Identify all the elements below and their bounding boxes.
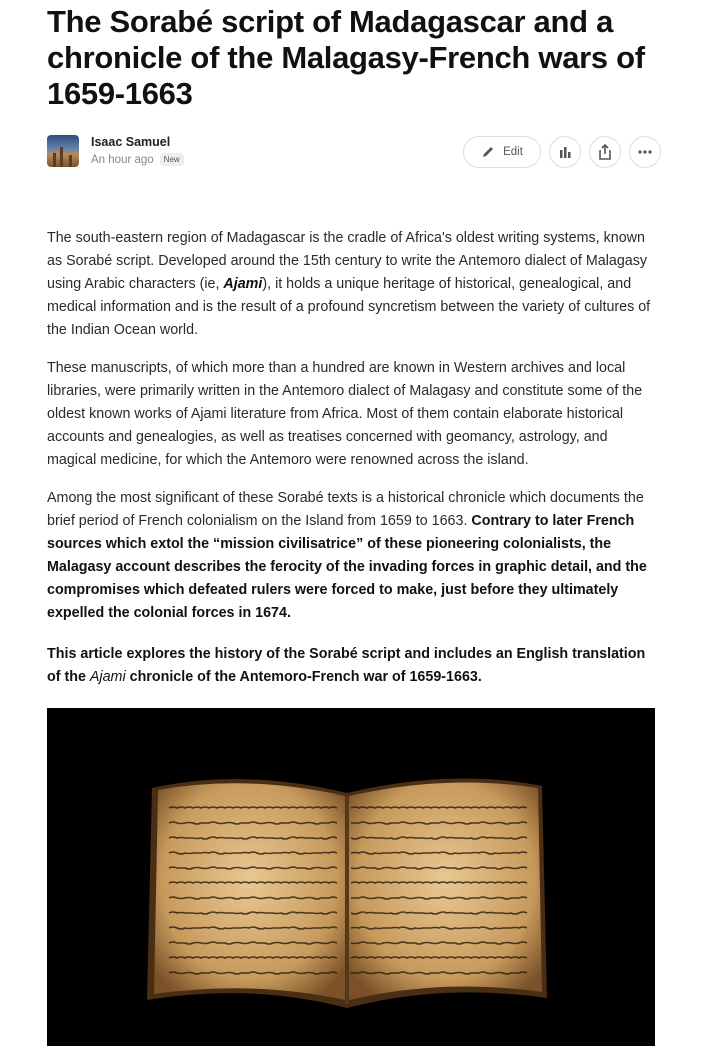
paragraph bbox=[47, 487, 659, 625]
script-line bbox=[351, 807, 527, 808]
script-line bbox=[351, 957, 527, 958]
script-line bbox=[351, 837, 527, 839]
text-segment: Contrary to later French sources which extol the “mission civilisatrice” of these pioneering colonialists, the Malagasy account describes the ferocity of the invading forces in graphic detail, and the compromises which defeated rulers were forced to make, just before they ultimately expelled the colonial forces in 1674. bbox=[47, 513, 647, 621]
paragraph bbox=[47, 227, 659, 342]
pencil-icon bbox=[481, 145, 495, 159]
paragraph bbox=[47, 643, 659, 689]
author-byline bbox=[47, 135, 184, 167]
text-segment: The south-eastern region of Madagascar is the cradle of Africa's oldest writing systems, known as Sorabé script. Developed around the 15th century to write the Antemoro dialect of Malagasy using Arabic characters (ie, bbox=[47, 230, 648, 292]
avatar[interactable] bbox=[47, 135, 79, 167]
script-line bbox=[351, 882, 527, 883]
text-segment: Among the most significant of these Sorabé texts is a historical chronicle which documents the brief period of French colonialism on the Island from 1659 to 1663. bbox=[47, 490, 644, 529]
text-segment: ), it holds a unique heritage of historical, genealogical, and medical information and is the result of a profound syncretism between the variety of cultures of the Indian Ocean world. bbox=[47, 276, 651, 338]
paragraph bbox=[47, 357, 659, 472]
more-button[interactable] bbox=[629, 136, 661, 168]
article-title: The Sorabé script of Madagascar and a chronicle of the Malagasy-French wars of 1659-1663 bbox=[47, 4, 645, 111]
script-line bbox=[351, 912, 527, 914]
stats-button[interactable] bbox=[549, 136, 581, 168]
post-time: An hour ago bbox=[91, 153, 154, 166]
text-segment: Ajami bbox=[223, 276, 263, 292]
text-segment: chronicle of the Antemoro-French war of 1659-1663. bbox=[125, 669, 482, 685]
author-name[interactable]: Isaac Samuel bbox=[91, 135, 171, 149]
text-segment: These manuscripts, of which more than a hundred are known in Western archives and local libraries, were primarily written in the Antemoro dialect of Malagasy and constitute some of the oldest known works of Ajami literature from Africa. Most of them contain elaborate historical accounts and genealogies, as well as treatises concerned with geomancy, astrology, and magical medicine, for which the Antemoro were renowned across the island. bbox=[47, 360, 643, 468]
bar-chart-icon bbox=[558, 145, 572, 159]
share-button[interactable] bbox=[589, 136, 621, 168]
text-segment: Ajami bbox=[89, 669, 126, 685]
new-badge: New bbox=[160, 153, 184, 166]
more-icon bbox=[638, 150, 652, 154]
post-actions bbox=[463, 136, 661, 168]
open-manuscript-illustration bbox=[142, 768, 552, 1018]
share-icon bbox=[598, 144, 612, 160]
manuscript-image[interactable] bbox=[47, 708, 655, 1046]
text-segment: This article explores the history of the Sorabé script and includes an English translation of the bbox=[47, 646, 646, 685]
edit-label: Edit bbox=[503, 146, 523, 158]
edit-button[interactable] bbox=[463, 136, 541, 168]
